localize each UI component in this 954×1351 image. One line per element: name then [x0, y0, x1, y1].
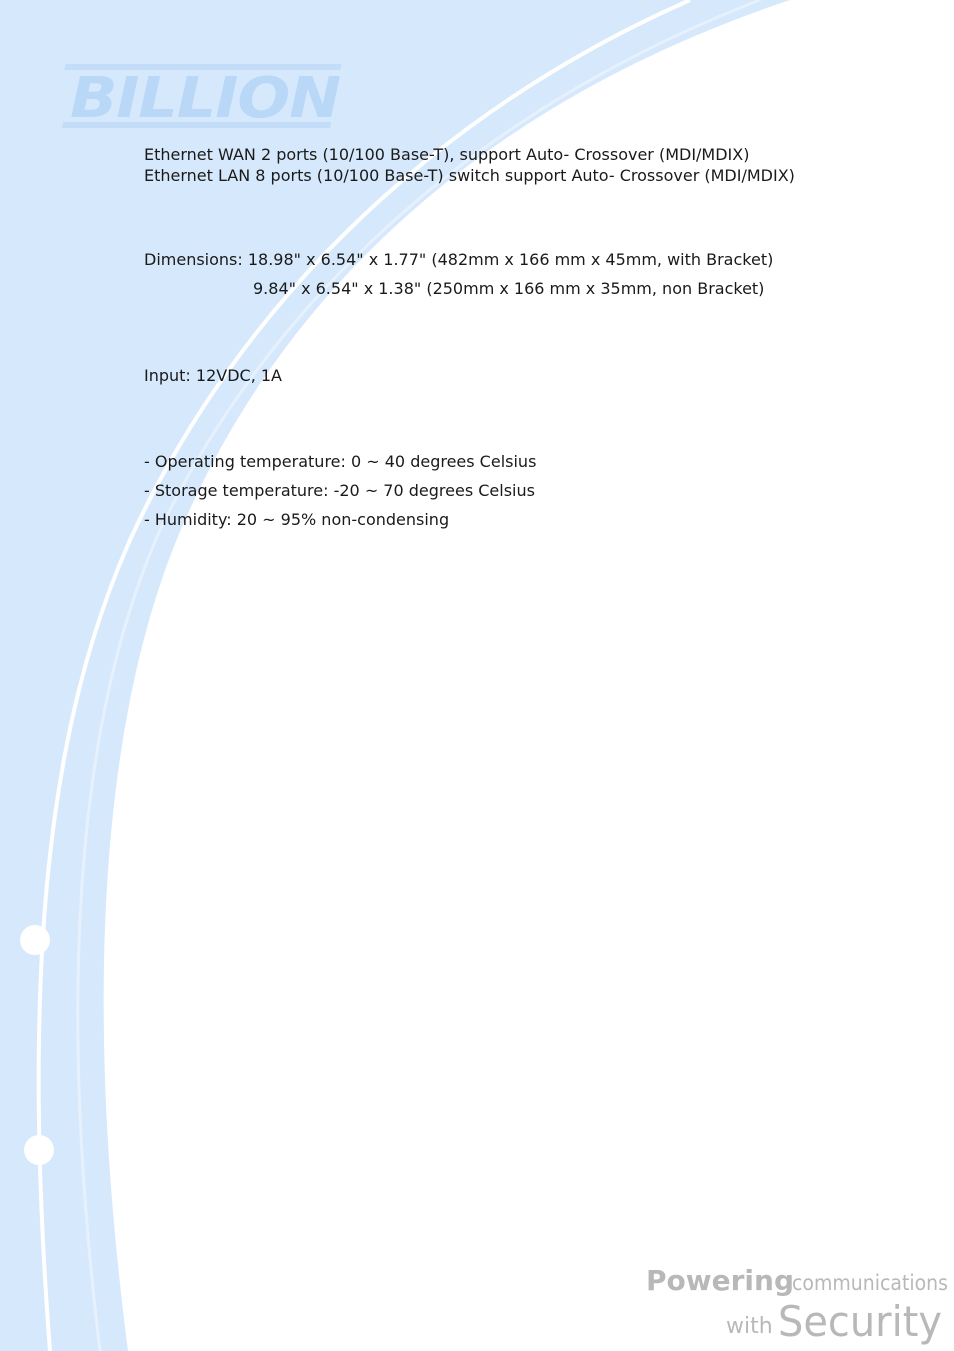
- ethernet-wan-text: Ethernet WAN 2 ports (10/100 Base-T), support Auto- Crossover (MDI/MDIX): [144, 145, 750, 164]
- tagline-security: Security: [778, 1297, 942, 1346]
- footer-tagline: [640, 1258, 952, 1350]
- storage-temperature: - Storage temperature: -20 ~ 70 degrees Celsius: [144, 481, 535, 500]
- power-input-text: Input: 12VDC, 1A: [144, 366, 282, 385]
- dimensions-with-bracket: Dimensions: 18.98" x 6.54" x 1.77" (482mm x 166 mm x 45mm, with Bracket): [144, 250, 774, 269]
- dimensions-non-bracket: 9.84" x 6.54" x 1.38" (250mm x 166 mm x 35mm, non Bracket): [253, 279, 765, 298]
- billion-logo: [62, 62, 344, 132]
- tagline-with: with: [726, 1314, 773, 1339]
- ethernet-lan-text: Ethernet LAN 8 ports (10/100 Base-T) switch support Auto- Crossover (MDI/MDIX): [144, 166, 795, 185]
- tagline-communications: communications: [792, 1271, 948, 1295]
- tagline-powering: Powering: [646, 1264, 794, 1297]
- operating-temperature: - Operating temperature: 0 ~ 40 degrees Celsius: [144, 452, 537, 471]
- humidity: - Humidity: 20 ~ 95% non-condensing: [144, 510, 450, 529]
- logo-text: BILLION: [70, 66, 341, 131]
